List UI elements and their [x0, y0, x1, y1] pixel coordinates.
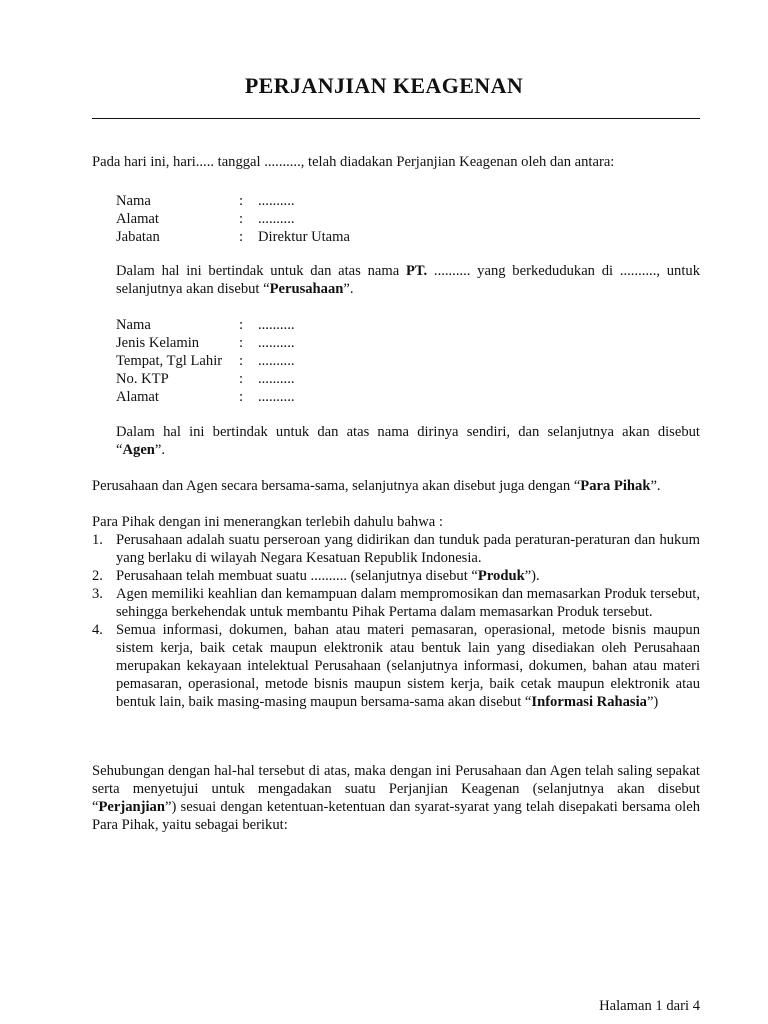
field-colon: : — [239, 229, 244, 245]
field-value: .......... — [258, 353, 295, 369]
field-colon: : — [239, 193, 244, 209]
list-item — [92, 531, 700, 567]
item-number: 2. — [92, 568, 103, 584]
perusahaan-term: Perusahaan — [269, 281, 344, 297]
intro-paragraph: Pada hari ini, hari..... tanggal .........., telah diadakan Perjanjian Keagenan oleh dan antara: — [92, 154, 615, 170]
field-row — [116, 316, 294, 334]
field-row — [116, 228, 350, 246]
list-item — [92, 567, 700, 585]
parties-paragraph: Perusahaan dan Agen secara bersama-sama, selanjutnya akan disebut juga dengan “Para Pihak”. — [92, 478, 661, 494]
para-pihak-term: Para Pihak — [580, 478, 651, 494]
party2-desc-line1: Dalam hal ini bertindak untuk dan atas nama dirinya sendiri, dan selanjutnya akan disebut — [116, 424, 700, 440]
title-divider — [92, 118, 700, 119]
list-item — [92, 621, 700, 711]
field-colon: : — [239, 211, 244, 227]
item-text: Perusahaan adalah suatu perseroan yang didirikan dan tunduk pada peraturan-peraturan dan hukum yang berlaku di wilayah Negara Kesatuan Republik Indonesia. — [116, 532, 700, 566]
recitals-intro: Para Pihak dengan ini menerangkan terlebih dahulu bahwa : — [92, 514, 443, 530]
field-row — [116, 388, 294, 406]
list-item — [92, 585, 700, 621]
item-text: Semua informasi, dokumen, bahan atau materi pemasaran, operasional, metode bisnis maupun sistem kerja, baik cetak maupun elektronik atau bentuk lain yang disediakan oleh Perusahaan merupakan kekayaan intelektual Perusahaan (selanjutnya informasi, dokumen, bahan atau materi pemasaran, operasional, metode bisnis maupun sistem kerja, baik cetak maupun elektronik atau bentuk lain, baik masing-masing maupun bersama-sama akan disebut “Informasi Rahasia”) — [116, 622, 700, 710]
field-label: Nama — [116, 317, 151, 333]
pt-label: PT. — [405, 263, 428, 279]
document-title: PERJANJIAN KEAGENAN — [244, 73, 524, 98]
field-row — [116, 334, 294, 352]
field-colon: : — [239, 389, 244, 405]
field-colon: : — [239, 371, 244, 387]
field-label: Alamat — [116, 389, 159, 405]
party2-desc-line2: “Agen”. — [116, 442, 166, 458]
field-value: Direktur Utama — [258, 229, 350, 245]
field-label: No. KTP — [116, 371, 169, 387]
page-number: Halaman 1 dari 4 — [599, 998, 700, 1014]
recitals-list — [92, 531, 700, 711]
party1-desc-line1: Dalam hal ini bertindak untuk dan atas nama PT. .......... yang berkedudukan di .........., untuk — [116, 263, 700, 279]
party2-description — [116, 423, 700, 459]
closing-paragraph: Sehubungan dengan hal-hal tersebut di atas, maka dengan ini Perusahaan dan Agen telah saling sepakat serta menyetujui untuk mengadakan suatu Perjanjian Keagenan (selanjutnya akan disebut “Perjanjian”) sesuai dengan ketentuan-ketentuan dan syarat-syarat yang telah disepakati bersama oleh Para Pihak, yaitu sebagai berikut: — [92, 763, 700, 833]
item-text: Agen memiliki keahlian dan kemampuan dalam mempromosikan dan memasarkan Produk tersebut, sehingga berkehendak untuk membantu Pihak Pertama dalam memasarkan Produk tersebut. — [116, 586, 700, 620]
party1-fields — [116, 192, 350, 246]
item-text: Perusahaan telah membuat suatu .......... (selanjutnya disebut “Produk”). — [116, 568, 540, 584]
field-label: Alamat — [116, 211, 159, 227]
produk-term: Produk — [477, 568, 525, 584]
field-value: .......... — [258, 193, 295, 209]
party2-fields — [116, 316, 294, 406]
field-value: .......... — [258, 335, 295, 351]
field-label: Jenis Kelamin — [116, 335, 200, 351]
party1-desc-line2: selanjutnya akan disebut “Perusahaan”. — [116, 281, 354, 297]
field-value: .......... — [258, 211, 295, 227]
agen-term: Agen — [122, 442, 155, 458]
field-label: Tempat, Tgl Lahir — [116, 353, 223, 369]
item-number: 1. — [92, 532, 103, 548]
field-value: .......... — [258, 371, 295, 387]
field-row — [116, 352, 294, 370]
field-row — [116, 210, 350, 228]
field-row — [116, 192, 350, 210]
field-colon: : — [239, 335, 244, 351]
informasi-rahasia-term: Informasi Rahasia — [531, 694, 647, 710]
field-label: Jabatan — [116, 229, 160, 245]
field-value: .......... — [258, 317, 295, 333]
field-colon: : — [239, 317, 244, 333]
field-colon: : — [239, 353, 244, 369]
field-row — [116, 370, 294, 388]
perjanjian-term: Perjanjian — [98, 799, 165, 815]
field-label: Nama — [116, 193, 151, 209]
item-number: 3. — [92, 586, 103, 602]
party1-description — [116, 262, 700, 298]
item-number: 4. — [92, 622, 103, 638]
field-value: .......... — [258, 389, 295, 405]
